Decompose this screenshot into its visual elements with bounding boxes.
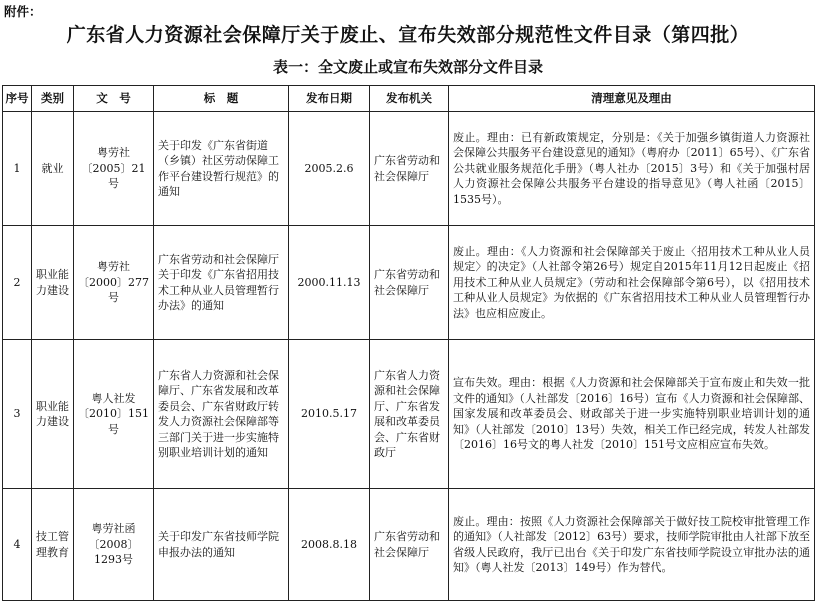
- table-row: [3, 112, 815, 226]
- header-category: 类别: [32, 86, 74, 112]
- header-no: 序号: [3, 86, 32, 112]
- row-category: 就业: [32, 112, 74, 226]
- row-doc-no: 粤劳社函〔2008〕1293号: [74, 489, 154, 601]
- row-issuer: 广东省劳动和社会保障厅: [370, 112, 449, 226]
- row-category: 职业能力建设: [32, 226, 74, 340]
- row-title: 广东省人力资源和社会保障厅、广东省发展和改革委员会、广东省财政厅转发人力资源社会保障部等三部门关于进一步实施特别职业培训计划的通知: [154, 340, 289, 489]
- row-opinion: 宣布失效。理由：根据《人力资源和社会保障部关于宣布废止和失效一批文件的通知》（人社部发〔2016〕16号）宣布《人力资源和社会保障部、国家发展和改革委员会、财政部关于进一步实施特别职业培训计划的通知》（人社部发〔2010〕13号）失效，相关工作已经完成，转发人社部发〔2016〕16号文的粤人社发〔2010〕151号文应相应宣布失效。: [449, 340, 815, 489]
- row-no: 2: [3, 226, 32, 340]
- row-title: 关于印发广东省技师学院申报办法的通知: [154, 489, 289, 601]
- row-doc-no: 粤劳社〔2000〕277号: [74, 226, 154, 340]
- row-opinion: 废止。理由：已有新政策规定，分别是：《关于加强乡镇街道人力资源社会保障公共服务平台建设意见的通知》（粤府办〔2011〕65号）、《广东省公共就业服务规范化手册》（粤人社办〔2015〕3号）和《关于加强村居人力资源社会保障公共服务平台建设的指导意见》（粤人社函〔2015〕1535号）。: [449, 112, 815, 226]
- attachment-label: 附件：: [4, 4, 42, 19]
- header-date: 发布日期: [289, 86, 370, 112]
- row-opinion: 废止。理由：《人力资源和社会保障部关于废止〈招用技术工种从业人员规定〉的决定》（人社部令第26号）规定自2015年11月12日起废止《招用技术工种从业人员规定》（劳动和社会保障部令第6号），以《招用技术工种从业人员规定》为依据的《广东省招用技术工种从业人员管理暂行办法》也应相应废止。: [449, 226, 815, 340]
- row-no: 1: [3, 112, 32, 226]
- row-date: 2000.11.13: [289, 226, 370, 340]
- row-opinion: 废止。理由：按照《人力资源社会保障部关于做好技工院校审批管理工作的通知》（人社部发〔2012〕63号）要求，技师学院审批由人社部下放至省级人民政府，我厅已出台《关于印发广东省技师学院设立审批办法的通知》（粤人社发〔2013〕149号）作为替代。: [449, 489, 815, 601]
- row-title: 关于印发《广东省街道（乡镇）社区劳动保障工作平台建设暂行规范》的通知: [154, 112, 289, 226]
- document-title: 广东省人力资源社会保障厅关于废止、宣布失效部分规范性文件目录（第四批）: [66, 24, 750, 46]
- row-no: 3: [3, 340, 32, 489]
- table-row: [3, 226, 815, 340]
- row-doc-no: 粤人社发〔2010〕151号: [74, 340, 154, 489]
- row-category: 技工管理教育: [32, 489, 74, 601]
- row-issuer: 广东省劳动和社会保障厅: [370, 226, 449, 340]
- row-issuer: 广东省劳动和社会保障厅: [370, 489, 449, 601]
- table-subtitle: 表一：全文废止或宣布失效部分文件目录: [272, 58, 543, 76]
- row-date: 2005.2.6: [289, 112, 370, 226]
- row-title: 广东省劳动和社会保障厅关于印发《广东省招用技术工种从业人员管理暂行办法》的通知: [154, 226, 289, 340]
- table-row: [3, 489, 815, 601]
- header-title: 标 题: [154, 86, 289, 112]
- header-issuer: 发布机关: [370, 86, 449, 112]
- header-doc-no: 文 号: [74, 86, 154, 112]
- row-issuer: 广东省人力资源和社会保障厅、广东省发展和改革委员会、广东省财政厅: [370, 340, 449, 489]
- row-no: 4: [3, 489, 32, 601]
- header-opinion: 清理意见及理由: [449, 86, 815, 112]
- table-row: [3, 340, 815, 489]
- row-date: 2008.8.18: [289, 489, 370, 601]
- row-category: 职业能力建设: [32, 340, 74, 489]
- document-list-table: [2, 85, 815, 601]
- row-doc-no: 粤劳社〔2005〕21号: [74, 112, 154, 226]
- row-date: 2010.5.17: [289, 340, 370, 489]
- table-header-row: [3, 86, 815, 112]
